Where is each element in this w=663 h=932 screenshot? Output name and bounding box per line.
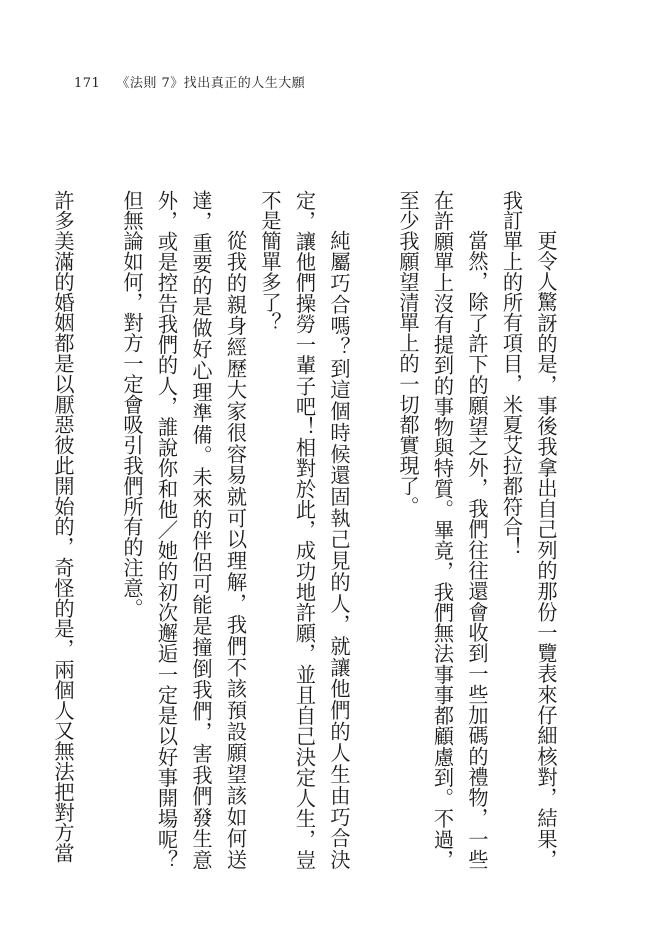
paragraph-5: 許多美滿的婚姻都是以厭惡彼此開始的，奇怪的是，兩個人又無法把對方當 — [51, 190, 75, 864]
paragraph-4: 從我的親身經歷大家很容易就可以理解，我們不該預設願望該如何送達，重要的是做好心理準備。未來的伴侶可能是撞倒我們，害我們發生意外，或是控告我們的人，誰說你和他／她的初次邂逅一定是以好事開場呢？但無論如何，對方一定會吸引我們所有的注意。 — [120, 190, 248, 870]
running-header — [74, 72, 305, 91]
chapter-title: 《法則 7》找出真正的人生大願 — [116, 76, 306, 91]
paragraph-3: 純屬巧合嗎？到這個時候還固執己見的人，就讓他們的人生由巧合決定，讓他們操勞一輩子吧！相對於此，成功地許願，並且自己決定人生，豈不是簡單多了？ — [258, 190, 351, 870]
paragraph-2: 當然，除了許下的願望之外，我們往往還會收到一些加碼的禮物，一些在許願單上沒有提到的事物與特質。畢竟，我們無法事事都顧慮到。不過，至少我願望清單上的一切都實現了。 — [396, 190, 489, 870]
body-text — [46, 190, 564, 870]
page-number: 171 — [74, 76, 101, 91]
paragraph-1: 更令人驚訝的是，事後我拿出自己列的那份一覽表來仔細核對，結果，我訂單上的所有項目，米夏艾拉都符合！ — [499, 190, 558, 870]
